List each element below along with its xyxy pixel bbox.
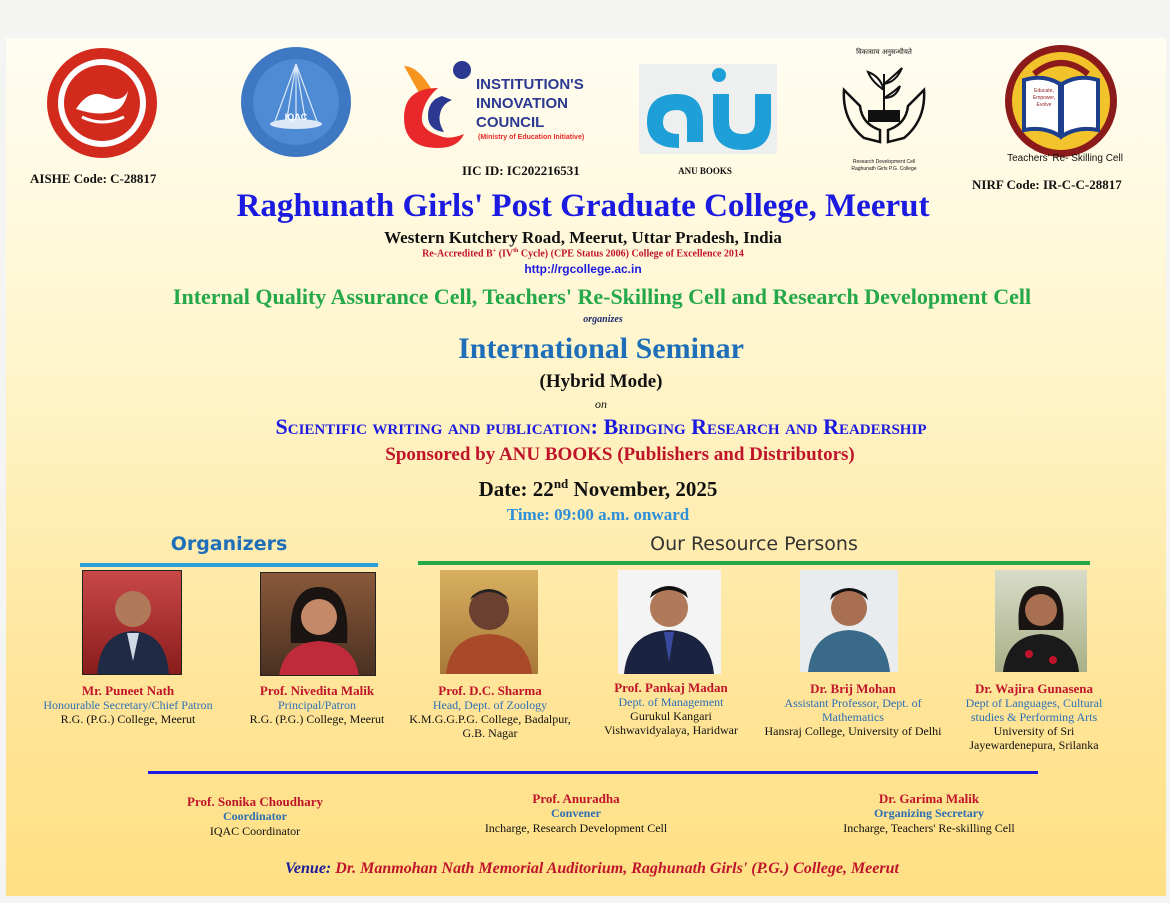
trc-label: Teachers' Re- Skilling Cell (1007, 153, 1123, 164)
seminar-mode: (Hybrid Mode) (539, 371, 663, 392)
trc-book-3: Evolve (1036, 102, 1052, 108)
person-brij-mohan (756, 682, 950, 738)
date-sup: nd (553, 476, 569, 491)
committee-detail: Incharge, Research Development Cell (484, 821, 668, 835)
seminar-time: Time: 09:00 a.m. onward (506, 505, 690, 524)
iqac-logo-icon (240, 46, 352, 158)
rdc-top-text: विकासाय अनुसन्धीयते (856, 48, 912, 56)
seminar-topic: Scientific writing and publication: Bridging Research and Readership (275, 414, 927, 439)
iic-logo-icon (398, 60, 478, 150)
iic-title-2: INNOVATION (476, 95, 568, 112)
person-role: Principal/Patron (278, 698, 356, 712)
rdc-bottom-2: Raghunath Girls P.G. College (851, 166, 917, 172)
website-link[interactable]: http://rgcollege.ac.in (524, 262, 642, 276)
person-pankaj-madan (594, 681, 748, 737)
date-suffix: November, 2025 (568, 477, 718, 501)
committee-sonika-choudhary (150, 794, 360, 839)
person-wajira-gunasena (954, 682, 1114, 752)
committee-detail: Incharge, Teachers' Re-skilling Cell (843, 821, 1015, 835)
person-institution: R.G. (P.G.) College, Meerut (249, 712, 385, 726)
iic-id: IIC ID: IC202216531 (462, 163, 580, 178)
trc-book-icon (1004, 44, 1118, 158)
accreditation: Re-Accredited B+ (IVth Cycle) (CPE Status 2006) College of Excellence 2014 (422, 248, 744, 260)
photo-dc-sharma (440, 570, 538, 674)
person-institution: K.M.G.G.P.G. College, Badalpur, G.B. Nagar (409, 712, 571, 740)
date-prefix: Date: 22 (478, 477, 554, 501)
rdc-logo (840, 60, 928, 158)
trc-book-2: Empower, (1032, 95, 1056, 101)
organizers-underline (80, 563, 378, 567)
person-name: Dr. Brij Mohan (810, 681, 896, 696)
person-silhouette-icon (618, 570, 721, 674)
iic-logo (398, 60, 478, 150)
venue-place: Dr. Manmohan Nath Memorial Auditorium, Raghunath Girls' (P.G.) College, Meerut (331, 860, 899, 877)
photo-nivedita-malik (260, 572, 376, 676)
person-silhouette-icon (995, 570, 1087, 672)
committee-detail: IQAC Coordinator (209, 824, 301, 838)
resource-persons-underline (418, 561, 1090, 565)
photo-pankaj-madan (618, 570, 721, 674)
person-silhouette-icon (800, 570, 898, 672)
college-address: Western Kutchery Road, Meerut, Uttar Pradesh, India (384, 228, 782, 247)
person-name: Prof. Pankaj Madan (614, 680, 728, 695)
organizes-text: organizes (583, 314, 623, 325)
seminar-title: International Seminar (458, 332, 744, 365)
committee-anuradha (456, 791, 696, 836)
rdc-hands-plant-icon (840, 60, 928, 158)
person-puneet-nath (30, 684, 226, 726)
anu-books-label: ANU BOOKS (678, 166, 732, 176)
person-name: Mr. Puneet Nath (81, 683, 175, 698)
trc-book-1: Educate, (1034, 88, 1054, 94)
person-institution: R.G. (P.G.) College, Meerut (60, 712, 196, 726)
person-name: Prof. D.C. Sharma (438, 683, 542, 698)
anu-books-logo (639, 64, 777, 154)
person-name: Dr. Wajira Gunasena (974, 681, 1094, 696)
trc-logo (1004, 44, 1118, 158)
venue-label: Venue: (285, 860, 332, 877)
person-silhouette-icon (261, 573, 376, 676)
committee-name: Dr. Garima Malik (878, 791, 980, 806)
aishe-code: AISHE Code: C-28817 (30, 171, 157, 186)
sponsor-line: Sponsored by ANU BOOKS (Publishers and Distributors) (385, 444, 855, 465)
committee-role: Coordinator (223, 809, 287, 823)
organizers-heading: Organizers (170, 533, 288, 555)
committee-name: Prof. Anuradha (532, 791, 620, 806)
photo-puneet-nath (82, 570, 182, 675)
person-name: Prof. Nivedita Malik (259, 683, 375, 698)
photo-wajira-gunasena (995, 570, 1087, 672)
person-role: Assistant Professor, Dept. of Mathematics (784, 696, 922, 724)
college-emblem (46, 47, 158, 159)
organizing-cells: Internal Quality Assurance Cell, Teachers' Re-Skilling Cell and Research Development Cell (172, 284, 1032, 309)
person-institution: Gurukul Kangari Vishwavidyalaya, Haridwar (604, 709, 738, 737)
person-role: Honourable Secretary/Chief Patron (43, 698, 213, 712)
person-dc-sharma (400, 684, 580, 740)
seminar-poster (6, 38, 1166, 896)
photo-brij-mohan (800, 570, 898, 672)
iic-title-3: COUNCIL (476, 114, 545, 131)
person-nivedita-malik (240, 684, 394, 726)
person-role: Dept. of Management (618, 695, 724, 709)
iic-title-1: INSTITUTION'S (476, 76, 584, 93)
committee-role: Convener (551, 806, 601, 820)
person-institution: University of Sri Jayewardenepura, Srilanka (969, 724, 1099, 752)
committee-name: Prof. Sonika Choudhary (187, 794, 323, 809)
committee-role: Organizing Secretary (873, 806, 985, 820)
person-silhouette-icon (83, 571, 182, 675)
iqac-logo (240, 46, 352, 158)
person-silhouette-icon (440, 570, 538, 674)
seminar-date (0, 476, 1170, 502)
resource-persons-heading: Our Resource Persons (650, 533, 858, 555)
person-role: Head, Dept. of Zoology (432, 698, 548, 712)
college-name: Raghunath Girls' Post Graduate College, Meerut (236, 188, 930, 224)
college-emblem-icon (46, 47, 158, 159)
iic-subtitle: (Ministry of Education Initiative) (478, 134, 585, 141)
committee-divider (148, 771, 1038, 774)
committee-garima-malik (814, 791, 1044, 836)
person-role: Dept of Languages, Cultural studies & Performing Arts (965, 696, 1103, 724)
anu-books-logo-icon (639, 64, 777, 154)
venue-line (0, 860, 1170, 878)
on-text: on (595, 397, 607, 411)
person-institution: Hansraj College, University of Delhi (764, 724, 942, 738)
iqac-logo-text: IQAC (284, 112, 308, 122)
rdc-bottom-1: Research Development Cell (852, 159, 916, 165)
nirf-code: NIRF Code: IR-C-C-28817 (972, 177, 1122, 192)
